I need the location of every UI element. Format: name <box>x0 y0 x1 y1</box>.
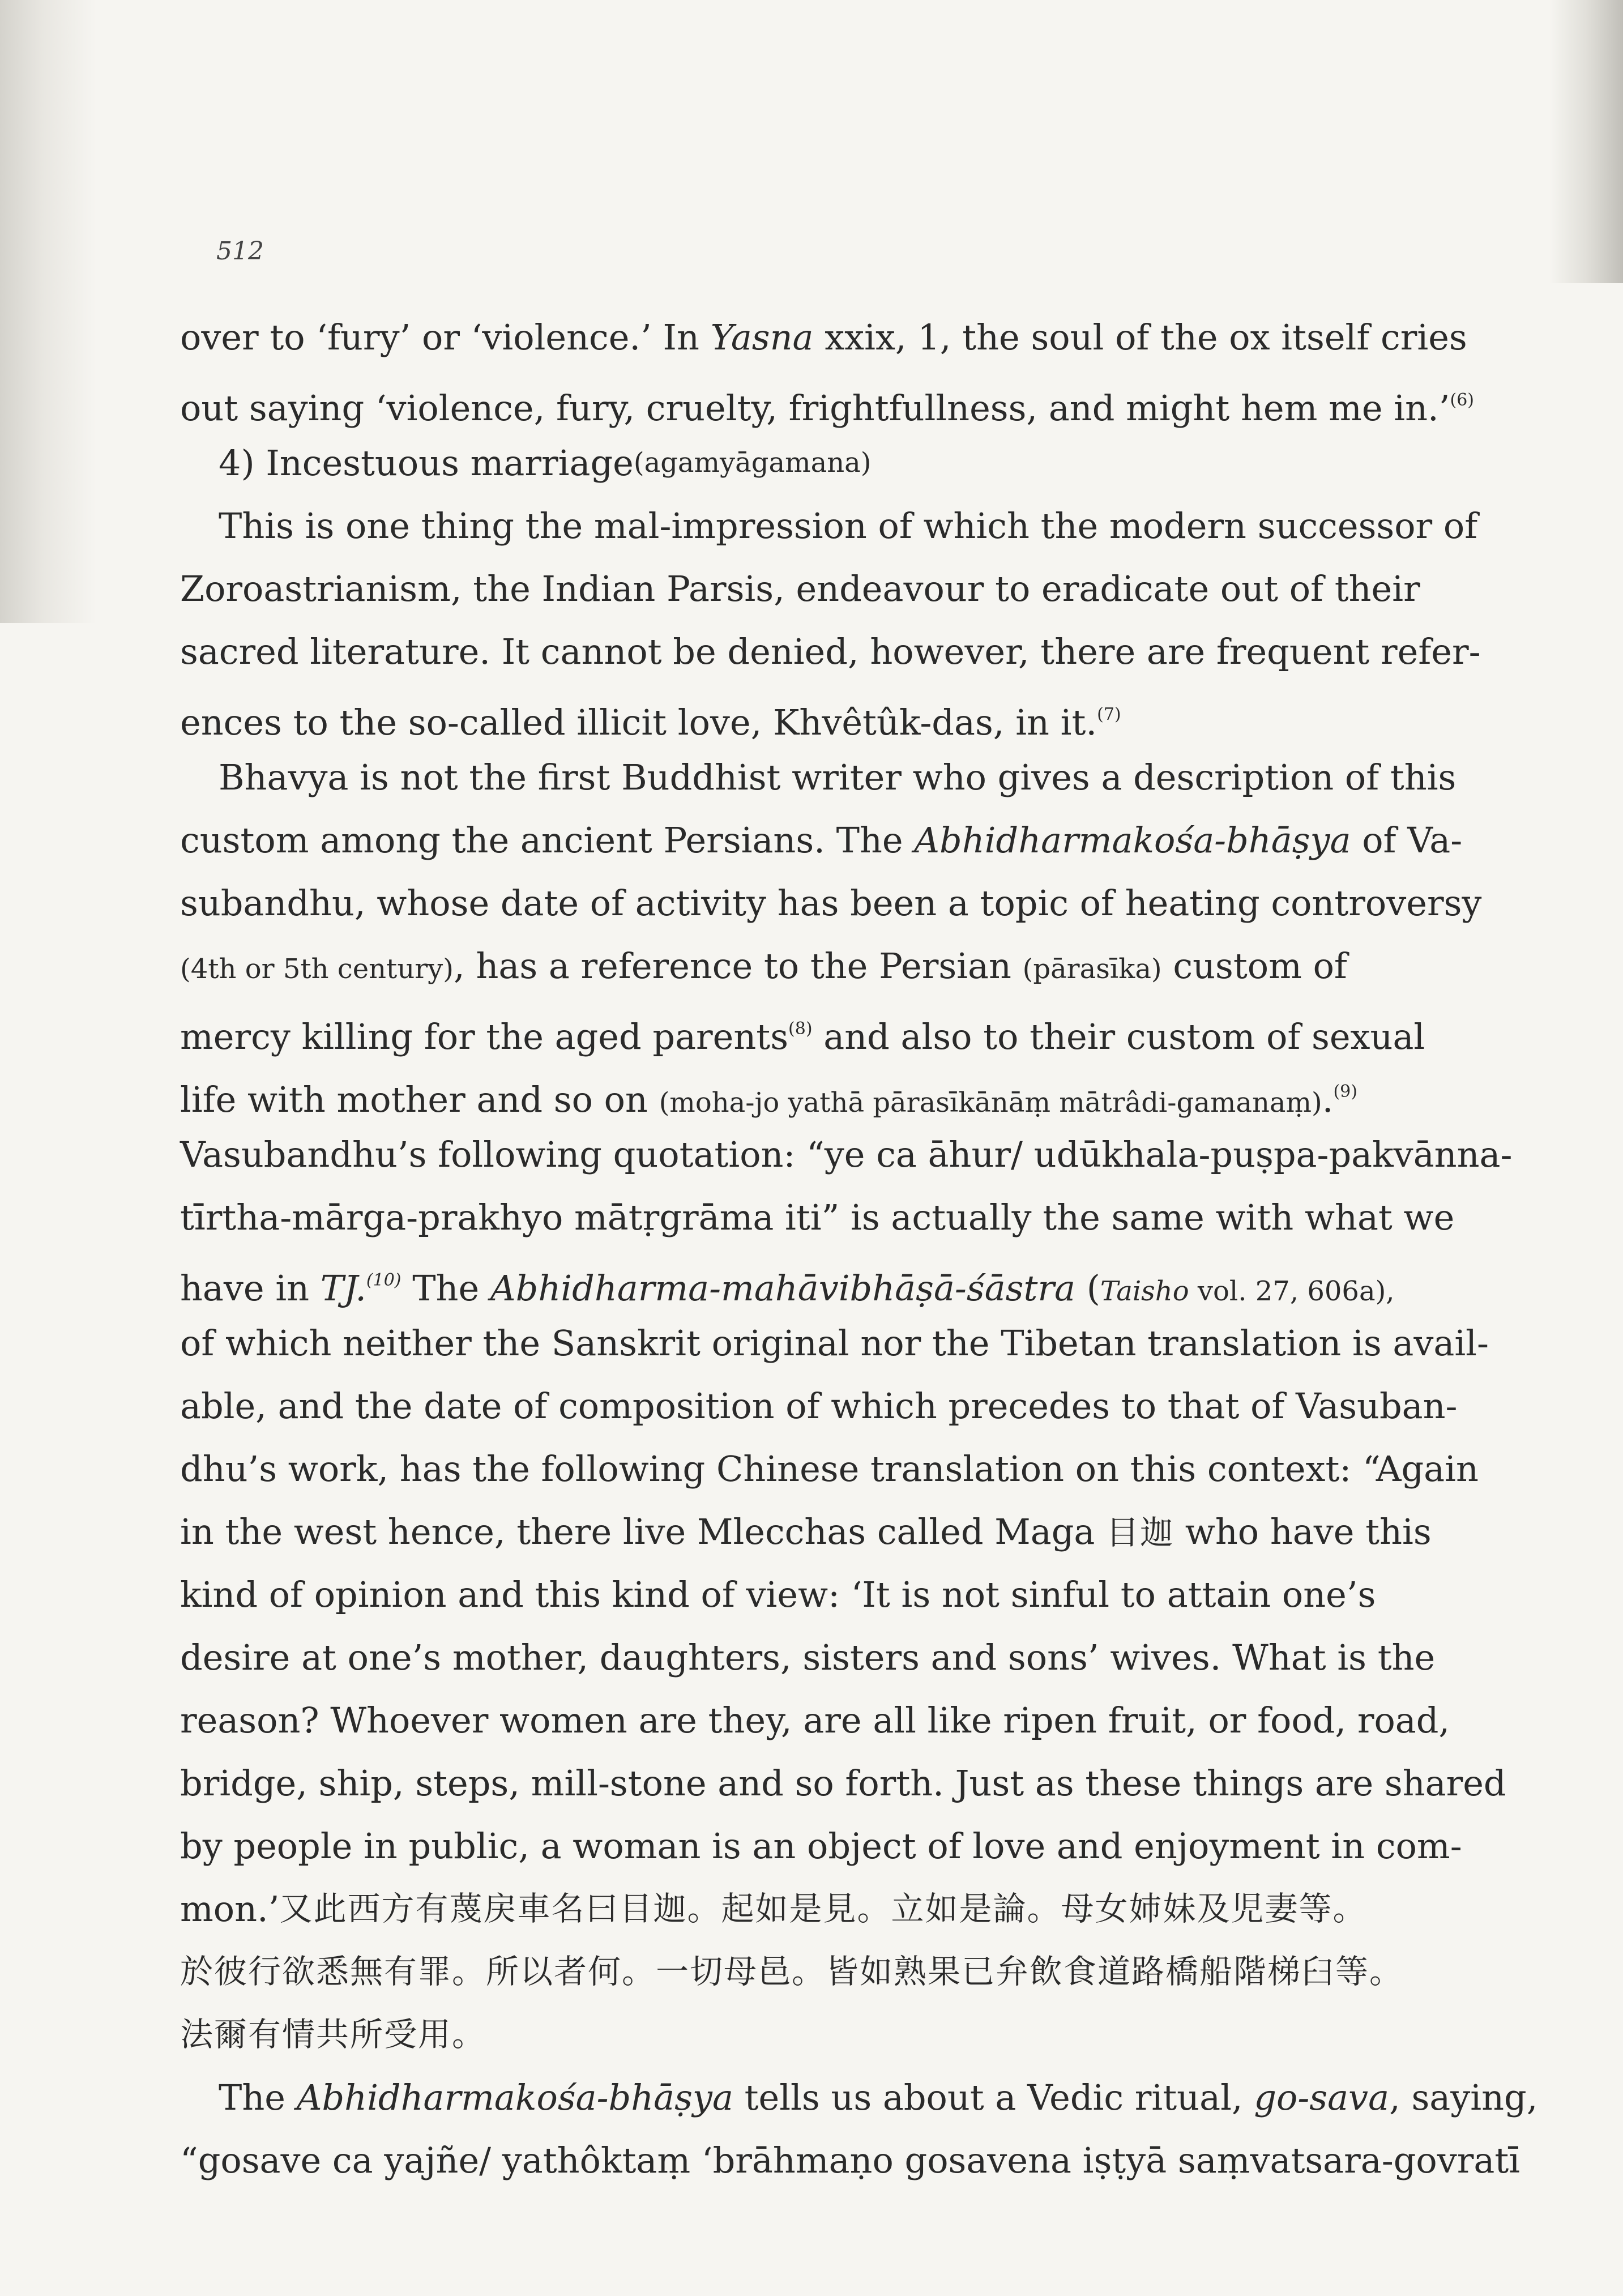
text-line <box>180 1312 1489 1375</box>
text-segment: by people in public, a woman is an object of love and enjoyment in com- <box>180 1825 1462 1867</box>
text-line <box>180 306 1467 369</box>
text-segment: , has a reference to the Persian <box>454 945 1023 987</box>
text-segment: bridge, ship, steps, mill-stone and so forth. Just as these things are shared <box>180 1762 1506 1804</box>
text-line <box>180 432 1460 494</box>
text-segment: able, and the date of composition of which precedes to that of Vasuban- <box>180 1385 1458 1427</box>
text-line <box>180 1249 1460 1312</box>
text-segment: subandhu, whose date of activity has been a topic of heating controversy <box>180 882 1482 924</box>
text-segment: Bhavya is not the first Buddhist writer who gives a description of this <box>219 757 1457 798</box>
text-segment: (agamyāgamana) <box>633 447 872 479</box>
text-line <box>180 620 1481 683</box>
text-line <box>180 1940 1460 2003</box>
text-line <box>180 1815 1460 1877</box>
text-segment: mercy killing for the aged parents$^{(8)}$ <box>180 1016 813 1057</box>
text-line <box>180 1500 1460 1563</box>
text-line <box>180 1563 1460 1626</box>
text-segment: who have this <box>1174 1511 1432 1552</box>
text-line <box>180 1877 1460 1940</box>
italic-term: Abhidharmakośa-bhāṣya <box>914 820 1351 861</box>
footnote-ref: (6) <box>1450 390 1474 410</box>
italic-term: TJ.$^{(10)}$ <box>320 1268 402 1309</box>
text-segment: vol. 27, 606a), <box>1189 1275 1395 1307</box>
footnote-ref: (7) <box>1097 705 1121 724</box>
text-line <box>180 2129 1521 2192</box>
text-segment: ences to the so-called illicit love, Khvêtûk-das, in it.$^{(7)}$ <box>180 702 1121 743</box>
chinese-text: 目迦 <box>1106 1513 1174 1552</box>
text-line <box>180 1626 1460 1689</box>
italic-term: Abhidharma-mahāvibhāṣā-śāstra <box>490 1268 1075 1309</box>
text-line <box>180 557 1460 620</box>
text-line <box>180 872 1482 934</box>
text-segment: mon.’ <box>180 1888 280 1930</box>
chinese-text: 又此西方有蔑戻車名曰目迦。起如是見。立如是論。母女姉妹及児妻等。 <box>279 1889 1367 1928</box>
text-segment: The <box>219 2077 297 2118</box>
text-segment: tells us about a Vedic ritual, <box>733 2077 1254 2118</box>
text-segment: desire at one’s mother, daughters, sisters and sons’ wives. What is the <box>180 1637 1436 1678</box>
text-segment: custom among the ancient Persians. The <box>180 820 915 861</box>
text-line <box>180 369 1474 432</box>
text-segment: .$^{(9)}$ <box>1322 1079 1357 1120</box>
text-segment: tīrtha-mārga-prakhyo mātṛgrāma iti” is actually the same with what we <box>180 1197 1455 1238</box>
text-segment: This is one thing the mal-impression of which the modern successor of <box>219 505 1478 547</box>
text-segment: (moha-jo yathā pārasīkānāṃ mātrâdi-gamanaṃ) <box>659 1087 1322 1119</box>
text-segment: of which neither the Sanskrit original nor the Tibetan translation is avail- <box>180 1322 1489 1364</box>
text-segment: have in <box>180 1268 321 1309</box>
text-line <box>180 746 1460 809</box>
italic-term: Taisho <box>1100 1275 1189 1307</box>
text-line <box>180 1060 1460 1123</box>
text-line <box>180 1437 1479 1500</box>
text-line <box>180 683 1460 746</box>
body-text <box>180 306 1538 2192</box>
text-line <box>180 1689 1460 1752</box>
chinese-text: 於彼行欲悉無有罪。所以者何。一切母邑。皆如熟果已弁飲食道路橋船階梯臼等。 <box>180 1952 1404 1991</box>
text-segment: reason? Whoever women are they, are all like ripen fruit, or food, road, <box>180 1700 1450 1741</box>
text-segment: (pārasīka) <box>1022 953 1162 985</box>
text-line <box>180 934 1460 997</box>
italic-term: Abhidharmakośa-bhāṣya <box>296 2077 733 2118</box>
footnote-ref: (8) <box>788 1019 813 1039</box>
italic-term: Yasna <box>710 317 814 358</box>
text-segment: The <box>401 1268 490 1309</box>
text-segment: out saying ‘violence, fury, cruelty, frightfullness, and might hem me in.’$^{(6)}$ <box>180 387 1474 429</box>
page-number: 512 <box>216 237 264 266</box>
text-line <box>180 1123 1513 1186</box>
text-line <box>180 1375 1460 1437</box>
text-line <box>180 809 1463 872</box>
italic-term: go-sava <box>1254 2077 1390 2118</box>
text-line <box>180 1186 1460 1249</box>
text-segment: xxix, 1, the soul of the ox itself cries <box>813 317 1467 358</box>
footnote-ref: (9) <box>1333 1082 1357 1102</box>
text-segment: , saying, <box>1389 2077 1538 2118</box>
text-segment: “gosave ca yajñe/ yathôktaṃ ‘brāhmaṇo gosavena iṣṭyā saṃvatsara-govratī <box>180 2140 1521 2181</box>
scan-edge-shadow-left <box>0 0 96 623</box>
text-segment: over to ‘fury’ or ‘violence.’ In <box>180 317 711 358</box>
text-segment: 4) Incestuous marriage <box>219 442 634 484</box>
text-line <box>180 997 1460 1060</box>
text-segment: (4th or 5th century) <box>180 953 454 985</box>
text-segment: life with mother and so on <box>180 1079 659 1120</box>
text-segment: Zoroastrianism, the Indian Parsis, endeavour to eradicate out of their <box>180 568 1420 609</box>
text-segment: kind of opinion and this kind of view: ‘It is not sinful to attain one’s <box>180 1574 1376 1615</box>
text-segment: in the west hence, there live Mlecchas called Maga <box>180 1511 1107 1552</box>
text-segment: and also to their custom of sexual <box>812 1016 1425 1057</box>
text-segment: dhu’s work, has the following Chinese translation on this context: “Again <box>180 1448 1479 1490</box>
text-segment: sacred literature. It cannot be denied, however, there are frequent refer- <box>180 631 1481 672</box>
text-segment: of Va- <box>1351 820 1463 861</box>
text-line <box>180 494 1478 557</box>
scan-edge-shadow-right <box>1549 0 1623 283</box>
text-segment: custom of <box>1161 945 1347 987</box>
text-line <box>180 2066 1538 2129</box>
footnote-ref: (10) <box>366 1270 402 1290</box>
text-line <box>180 1752 1506 1815</box>
text-segment: ( <box>1075 1268 1100 1309</box>
text-line <box>180 2003 1460 2066</box>
text-segment: Vasubandhu’s following quotation: “ye ca āhur/ udūkhala-puṣpa-pakvānna- <box>180 1134 1513 1175</box>
chinese-text: 法爾有情共所受用。 <box>180 2015 486 2054</box>
